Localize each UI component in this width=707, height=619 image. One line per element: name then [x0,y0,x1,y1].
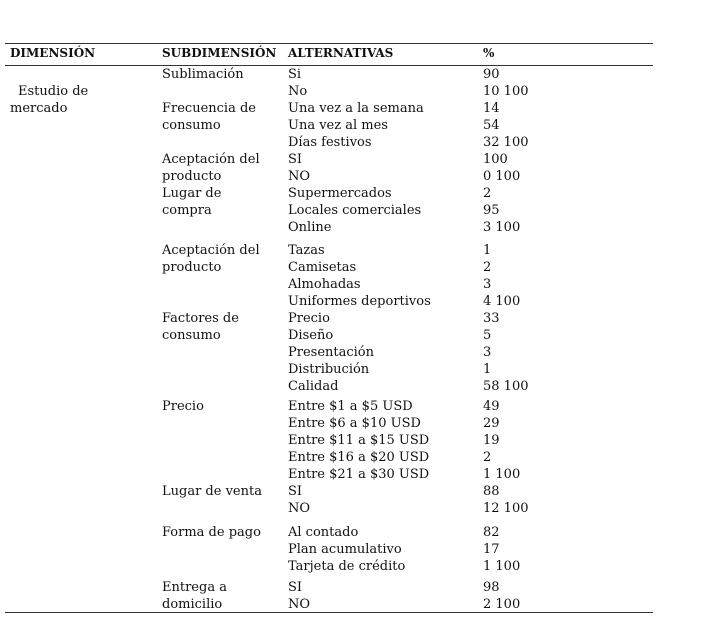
alternative-cell: Una vez al mes [288,118,388,133]
header-bottom-rule [5,65,653,66]
alternative-cell: Al contado [288,525,359,540]
alternative-cell: Precio [288,311,330,326]
percent-cell: 95 [483,203,500,218]
percent-cell: 1 100 [483,559,521,574]
subdimension-label: consumo [162,328,221,343]
subdimension-label: producto [162,169,222,184]
percent-cell: 32 100 [483,135,529,150]
percent-cell: 10 100 [483,84,529,99]
alternative-cell: Días festivos [288,135,372,150]
percent-cell: 3 [483,345,492,360]
percent-cell: 1 [483,362,492,377]
percent-cell: 2 [483,260,492,275]
alternative-cell: Calidad [288,379,339,394]
alternative-cell: SI [288,152,303,167]
alternative-cell: No [288,84,308,99]
subdimension-label: Aceptación del [162,152,260,167]
subdimension-label: Sublimación [162,67,244,82]
subdimension-label: domicilio [162,597,223,612]
percent-cell: 2 [483,186,492,201]
dimension-label-line: mercado [10,101,68,116]
alternative-cell: Presentación [288,345,375,360]
percent-cell: 12 100 [483,501,529,516]
alternative-cell: Camisetas [288,260,357,275]
header-dimension: DIMENSIÓN [10,46,96,60]
alternative-cell: SI [288,580,303,595]
percent-cell: 88 [483,484,500,499]
alternative-cell: Una vez a la semana [288,101,424,116]
alternative-cell: NO [288,169,311,184]
header-percent: % [483,46,495,60]
subdimension-label: Lugar de [162,186,222,201]
percent-cell: 0 100 [483,169,521,184]
alternative-cell: Entre $6 a $10 USD [288,416,421,431]
percent-cell: 33 [483,311,500,326]
percent-cell: 3 [483,277,492,292]
percent-cell: 2 [483,450,492,465]
percent-cell: 100 [483,152,508,167]
subdimension-label: compra [162,203,212,218]
table-top-rule [5,43,653,44]
alternative-cell: Entre $11 a $15 USD [288,433,430,448]
header-alternatives: ALTERNATIVAS [288,46,394,60]
percent-cell: 82 [483,525,500,540]
subdimension-label: producto [162,260,222,275]
subdimension-label: Forma de pago [162,525,261,540]
alternative-cell: Diseño [288,328,334,343]
percent-cell: 2 100 [483,597,521,612]
alternative-cell: SI [288,484,303,499]
percent-cell: 58 100 [483,379,529,394]
alternative-cell: Si [288,67,302,82]
percent-cell: 29 [483,416,500,431]
subdimension-label: Frecuencia de [162,101,256,116]
alternative-cell: Entre $1 a $5 USD [288,399,413,414]
percent-cell: 49 [483,399,500,414]
percent-cell: 1 [483,243,492,258]
header-subdimension: SUBDIMENSIÓN [162,46,277,60]
alternative-cell: Distribución [288,362,370,377]
table-bottom-rule [5,612,653,613]
percent-cell: 19 [483,433,500,448]
percent-cell: 4 100 [483,294,521,309]
alternative-cell: Entre $16 a $20 USD [288,450,430,465]
alternative-cell: Uniformes deportivos [288,294,431,309]
subdimension-label: Factores de [162,311,239,326]
alternative-cell: Locales comerciales [288,203,422,218]
percent-cell: 98 [483,580,500,595]
percent-cell: 90 [483,67,500,82]
percent-cell: 14 [483,101,500,116]
subdimension-label: Lugar de venta [162,484,262,499]
percent-cell: 17 [483,542,500,557]
alternative-cell: NO [288,501,311,516]
alternative-cell: Supermercados [288,186,392,201]
subdimension-label: consumo [162,118,221,133]
alternative-cell: Plan acumulativo [288,542,402,557]
alternative-cell: NO [288,597,311,612]
alternative-cell: Online [288,220,332,235]
alternative-cell: Entre $21 a $30 USD [288,467,430,482]
percent-cell: 3 100 [483,220,521,235]
subdimension-label: Precio [162,399,204,414]
alternative-cell: Tazas [288,243,325,258]
dimension-label-line: Estudio de [18,84,89,99]
alternative-cell: Almohadas [288,277,361,292]
percent-cell: 1 100 [483,467,521,482]
subdimension-label: Entrega a [162,580,227,595]
percent-cell: 54 [483,118,500,133]
subdimension-label: Aceptación del [162,243,260,258]
alternative-cell: Tarjeta de crédito [288,559,406,574]
percent-cell: 5 [483,328,492,343]
